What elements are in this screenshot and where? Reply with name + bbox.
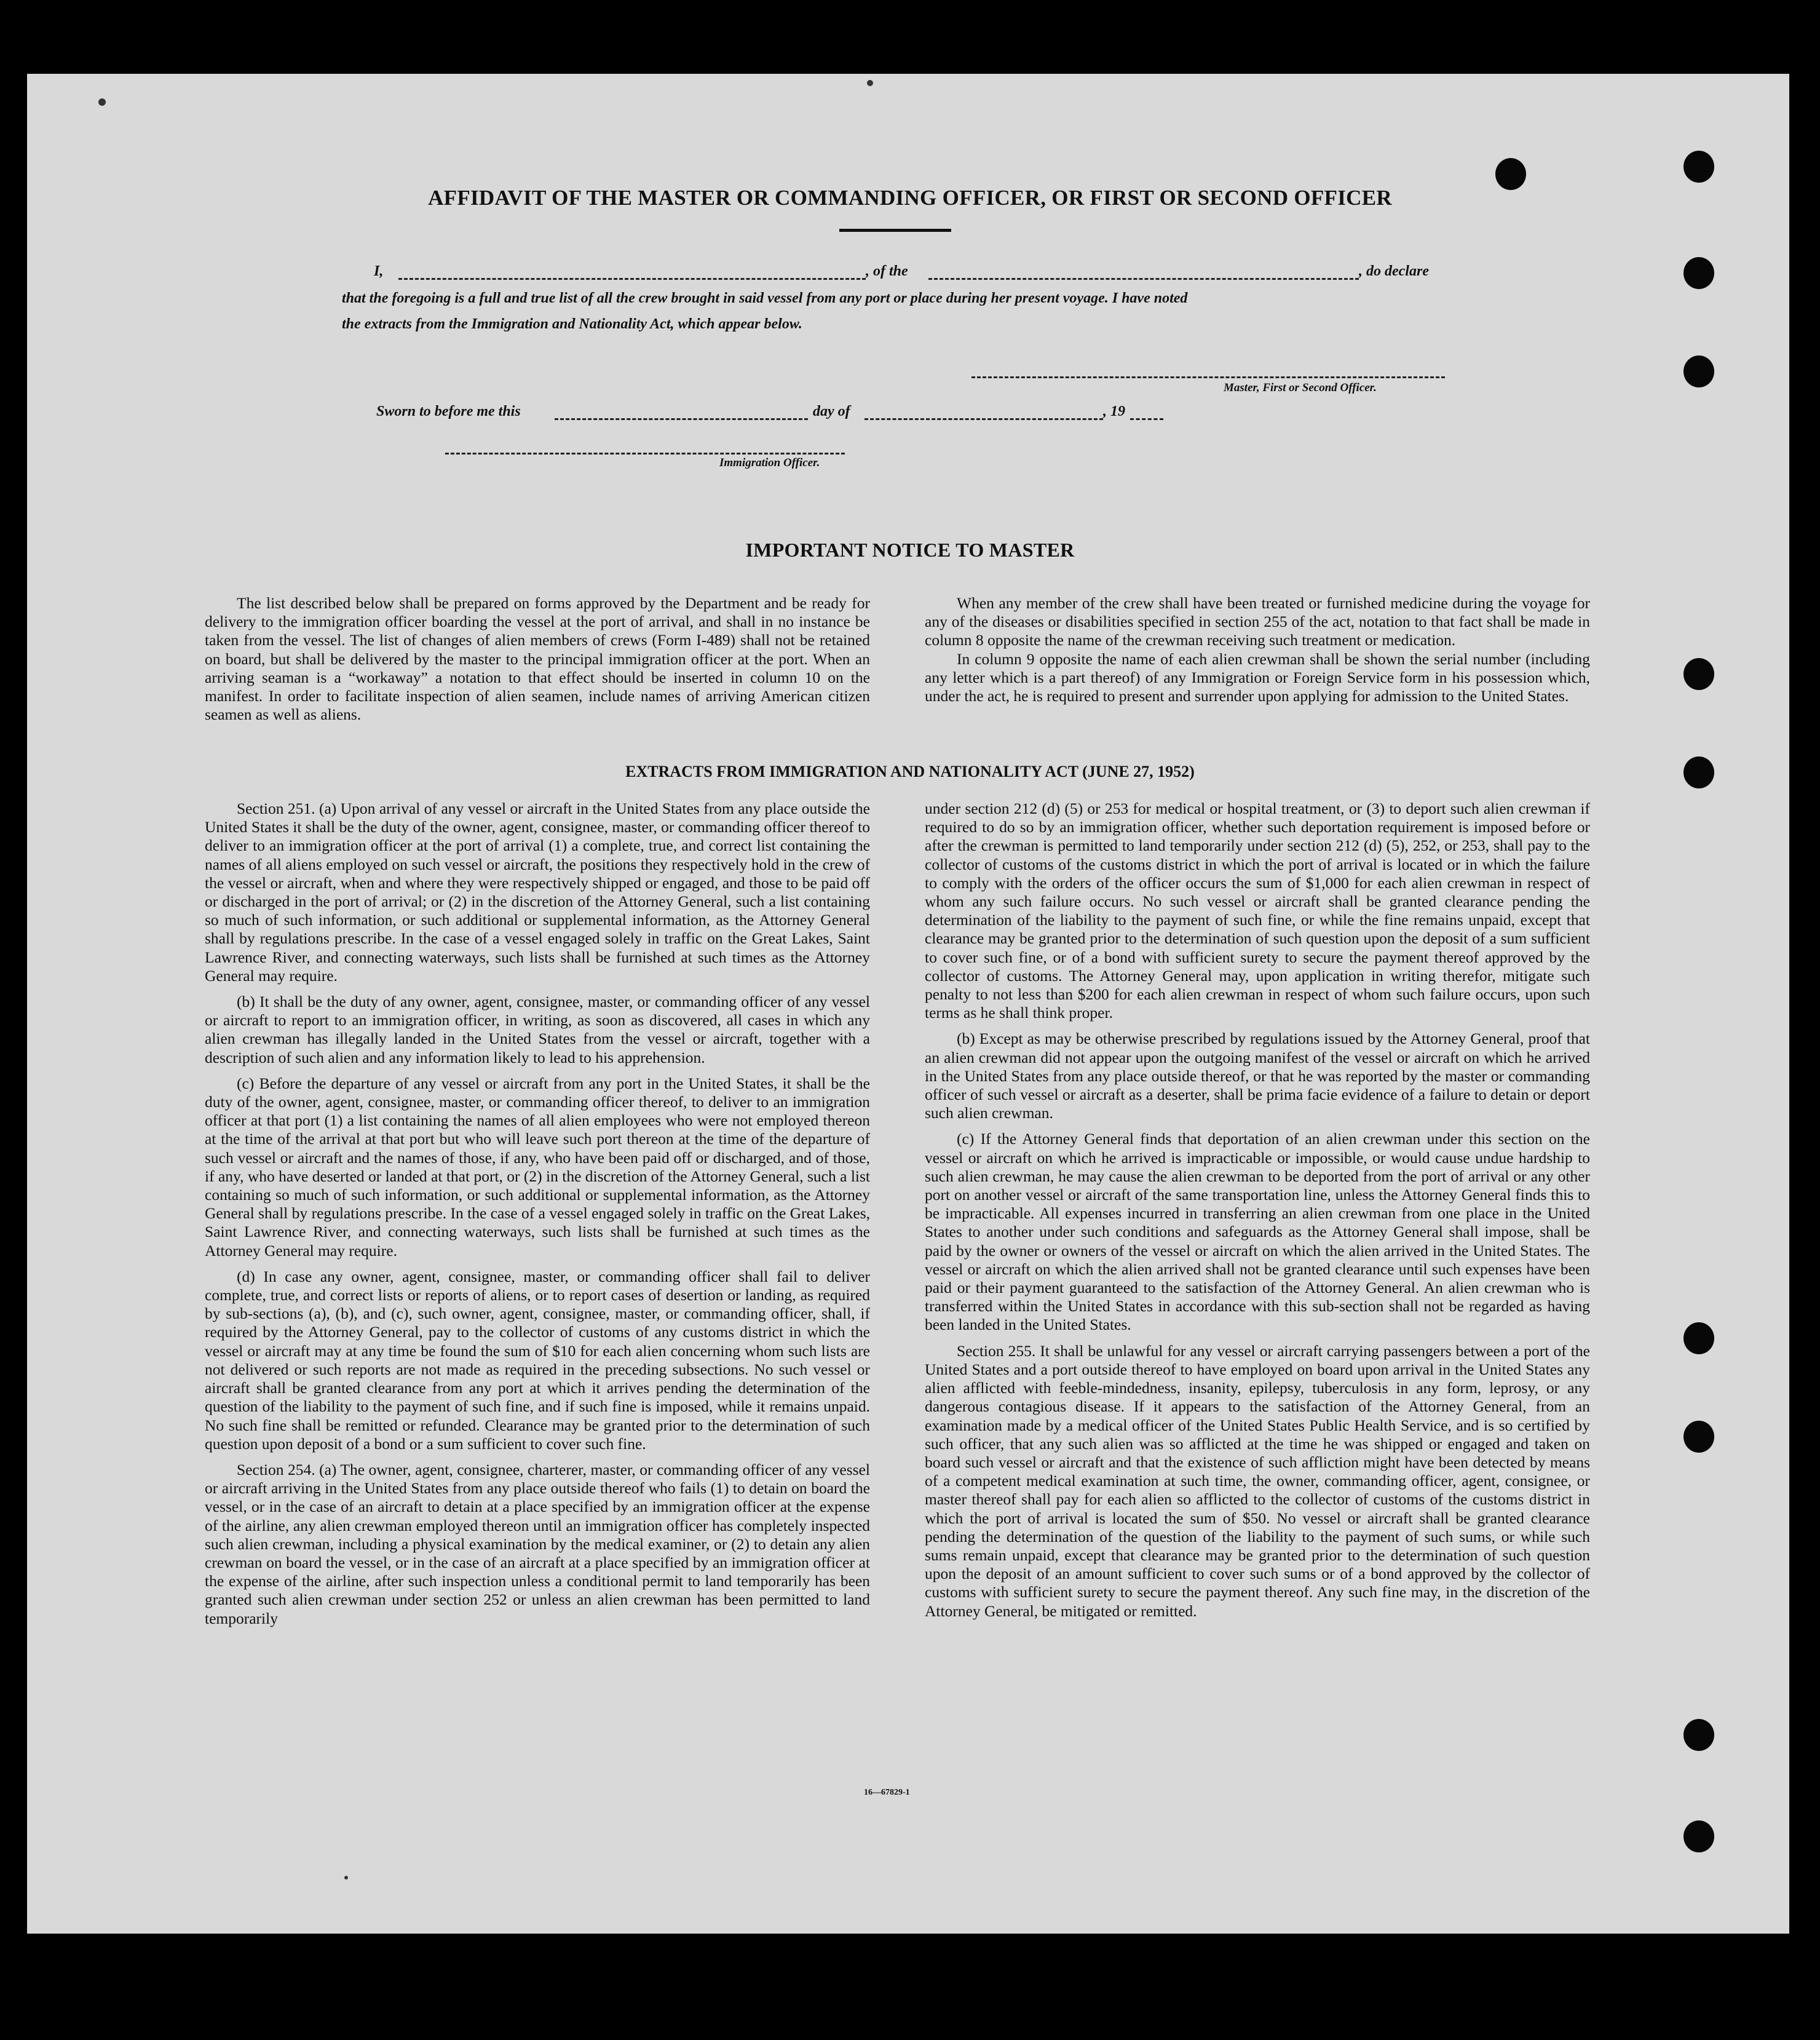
notice-right-column	[925, 594, 1590, 713]
name-line	[398, 278, 866, 280]
extract-paragraph: Section 251. (a) Upon arrival of any vessel or aircraft in the United States from any place outside the United States it shall be the duty of the owner, agent, consignee, master, or commanding officer thereof to deliver to an immigration officer at the port of arrival (1) a complete, true, and correct list containing the names of all aliens employed on such vessel or aircraft, the positions they respectively hold in the crew of the vessel or aircraft, when and where they were respectively shipped or engaged, and those to be paid off or discharged in the port of arrival; or (2) in the discretion of the Attorney General, such a list containing so much of such information, or such additional or supplemental information, as the Attorney General shall by regulations prescribe. In the case of a vessel engaged solely in traffic on the Great Lakes, Saint Lawrence River, and connecting waterways, such lists shall be furnished at such times as the Attorney General may require.	[205, 800, 870, 985]
notice-title: IMPORTANT NOTICE TO MASTER	[745, 539, 1075, 561]
extract-paragraph: Section 254. (a) The owner, agent, consignee, charterer, master, or commanding officer of any vessel or aircraft arriving in the United States from any place outside thereof who fails (1) to detain on board the vessel, or in the case of an aircraft to detain at a place specified by an immigration officer at the expense of the airline, any alien crewman employed thereon until an immigration officer has completely inspected such alien crewman, including a physical examination by the medical examiner, or (2) to detain any alien crewman on board the vessel, or in the case of an aircraft at a place specified by an immigration officer at the expense of the airline, after such inspection unless a conditional permit to land temporarily has been granted such alien crewman under section 252 or unless an alien crewman has been permitted to land temporarily	[205, 1460, 870, 1627]
declaration-line-3: the extracts from the Immigration and Nationality Act, which appear below.	[342, 316, 802, 332]
master-signature-line	[971, 376, 1445, 378]
extracts-right-column	[925, 800, 1590, 1628]
do-declare-label: , do declare	[1359, 263, 1429, 279]
speck	[98, 98, 106, 106]
notice-left-paragraph: The list described below shall be prepared on forms approved by the Department and be ready for delivery to the immigration officer boarding the vessel at the port of arrival, and shall in no instance be taken from the vessel. The list of changes of alien members of crews (Form I-489) shall not be retained on board, but shall be delivered by the master to the principal immigration officer at the port. When an arriving seaman is a “workaway” a notation to that effect should be inserted in column 10 on the manifest. In order to facilitate inspection of alien seamen, include names of arriving American citizen seamen as well as aliens.	[205, 594, 870, 724]
day-of-label: day of	[813, 403, 850, 419]
year-line	[1130, 418, 1163, 420]
notice-right-paragraph-1: When any member of the crew shall have been treated or furnished medicine during the voyage for any of the diseases or disabilities specified in section 255 of the act, notation to that fact shall be made in column 8 opposite the name of the crewman receiving such treatment or medication.	[925, 594, 1590, 649]
speck	[344, 1876, 348, 1879]
sworn-day-line	[555, 418, 808, 420]
punch-hole	[1684, 1421, 1714, 1453]
year-label: , 19	[1103, 403, 1125, 419]
of-the-label: , of the	[866, 263, 908, 279]
punch-hole	[1684, 658, 1714, 690]
extracts-left-column	[205, 800, 870, 1635]
vessel-line	[928, 278, 1359, 280]
extract-paragraph: (d) In case any owner, agent, consignee, master, or commanding officer shall fail to deliver complete, true, and correct lists or reports of aliens, or to report cases of desertion or landing, as required by sub-sections (a), (b), and (c), such owner, agent, consignee, master, or commanding officer, shall, if required by the Attorney General, pay to the collector of customs of any customs district in which the vessel or aircraft may at any time be found the sum of $10 for each alien concerning whom such lists are not delivered or such reports are not made as required in the preceding subsections. No such vessel or aircraft shall be granted clearance from any port at which it arrives pending the determination of the question of the liability to the payment of such fine, and if such fine is imposed, while it remains unpaid. No such fine shall be remitted or refunded. Clearance may be granted prior to the determination of such question upon deposit of a bond or a sum sufficient to cover such fine.	[205, 1267, 870, 1453]
punch-hole	[1684, 1719, 1714, 1751]
master-caption: Master, First or Second Officer.	[1224, 381, 1377, 394]
speck	[867, 80, 873, 86]
form-number: 16—67829-1	[864, 1788, 910, 1797]
extract-paragraph: (b) Except as may be otherwise prescribed by regulations issued by the Attorney General, proof that an alien crewman did not appear upon the outgoing manifest of the vessel or aircraft on which he arrived in the United States from any place outside thereof, or that he was reported by the master or commanding officer of such vessel or aircraft as a deserter, shall be prima facie evidence of a failure to detain or deport such alien crewman.	[925, 1030, 1590, 1122]
punch-hole	[1684, 355, 1714, 387]
extract-paragraph: Section 255. It shall be unlawful for any vessel or aircraft carrying passengers between a port of the United States and a port outside thereof to have employed on board upon arrival in the United States any alien afflicted with feeble-mindedness, insanity, epilepsy, tuberculosis in any form, leprosy, or any dangerous contagious disease. If it appears to the satisfaction of the Attorney General, from an examination made by a medical officer of the United States Public Health Service, and is so certified by such officer, that any such alien was so afflicted at the time he was shipped or engaged and taken on board such vessel or aircraft and that the existence of such affliction might have been detected by means of a competent medical examination at such time, the owner, commanding officer, agent, consignee, or master thereof shall pay for each alien so afflicted to the collector of customs of the customs district in which the port of arrival is located the sum of $50. No vessel or aircraft shall be granted clearance pending the determination of the question of the liability to the payment of such sums, or while such sums remain unpaid, except that clearance may be granted prior to the determination of such question upon the deposit of an amount sufficient to cover such sums or of a bond approved by the collector of customs with sufficient surety to secure the payment thereof. Any such fine may, in the discretion of the Attorney General, be mitigated or remitted.	[925, 1341, 1590, 1620]
affidavit-title: AFFIDAVIT OF THE MASTER OR COMMANDING OFFICER, OR FIRST OR SECOND OFFICER	[428, 186, 1392, 210]
officer-caption: Immigration Officer.	[719, 456, 820, 469]
punch-hole	[1684, 1820, 1714, 1852]
extract-paragraph: (c) Before the departure of any vessel or aircraft from any port in the United States, it shall be the duty of the owner, agent, consignee, master, or commanding officer thereof, to deliver to an immigration officer at that port (1) a list containing the names of all alien employees who were not employed thereon at the time of the arrival at that port but who will leave such port thereon at the time of the departure of such vessel or aircraft and the names of those, if any, who have been paid off or discharged, and of those, if any, who have deserted or landed at that port, or (2) in the discretion of the Attorney General, such a list containing so much of such information, or such additional or supplemental information, as the Attorney General shall by regulations prescribe. In the case of a vessel engaged solely in traffic on the Great Lakes, Saint Lawrence River, and connecting waterways, such lists shall be furnished at such times as the Attorney General may require.	[205, 1074, 870, 1260]
punch-hole	[1684, 1322, 1714, 1354]
extract-paragraph: under section 212 (d) (5) or 253 for medical or hospital treatment, or (3) to deport such alien crewman if required to do so by an immigration officer, whether such deportation requirement is imposed before or after the crewman is permitted to land temporarily under section 212 (d) (5), 252, or 253, shall pay to the collector of customs of the customs district in which the port of arrival is located or in which the failure to comply with the orders of the officer occurs the sum of $1,000 for each alien crewman in respect of whom any such failure occurs. No such vessel or aircraft shall be granted clearance pending the determination of the liability to the payment of such fine, or while the fine remains unpaid, except that clearance may be granted prior to the determination of such question upon the deposit of a sum sufficient to cover such fine, or of a bond with sufficient surety to secure the payment thereof approved by the collector of customs. The Attorney General may, upon application in writing therefor, mitigate such penalty to not less than $200 for each alien crewman in respect of whom such failure occurs, upon such terms as he shall think proper.	[925, 800, 1590, 1022]
extract-paragraph: (b) It shall be the duty of any owner, agent, consignee, master, or commanding officer of any vessel or aircraft to report to an immigration officer, in writing, as soon as discovered, all cases in which any alien crewman has illegally landed in the United States from the vessel or aircraft, together with a description of such alien and any information likely to lead to his apprehension.	[205, 993, 870, 1066]
sworn-label: Sworn to before me this	[376, 403, 521, 419]
extracts-title: EXTRACTS FROM IMMIGRATION AND NATIONALITY ACT (JUNE 27, 1952)	[625, 763, 1195, 780]
notice-left-column	[205, 594, 870, 731]
i-label: I,	[374, 263, 384, 279]
notice-right-paragraph-2: In column 9 opposite the name of each alien crewman shall be shown the serial number (including any letter which is a part thereof) of any Immigration or Foreign Service form in his possession which, under the act, he is required to present and surrender upon applying for admission to the United States.	[925, 649, 1590, 705]
extract-paragraph: (c) If the Attorney General finds that deportation of an alien crewman under this section on the vessel or aircraft on which he arrived is impracticable or impossible, or would cause undue hardship to such alien crewman, he may cause the alien crewman to be deported from the port of arrival or any other port on another vessel or aircraft of the same transportation line, unless the Attorney General finds this to be impracticable. All expenses incurred in transferring an alien crewman from one place in the United States to another under such conditions and safeguards as the Attorney General shall impose, shall be paid by the owner or owners of the vessel or aircraft on which the alien arrived in the United States. The vessel or aircraft on which the alien arrived shall not be granted clearance until such expenses have been paid or their payment guaranteed to the satisfaction of the Attorney General. An alien crewman who is transferred within the United States in accordance with this sub-section shall not be regarded as having been landed in the United States.	[925, 1130, 1590, 1334]
punch-hole	[1684, 257, 1714, 289]
month-line	[865, 418, 1103, 420]
officer-signature-line	[445, 453, 845, 454]
title-rule	[839, 229, 951, 232]
punch-hole	[1684, 151, 1714, 183]
declaration-line-2: that the foregoing is a full and true list of all the crew brought in said vessel from any port or place during her present voyage. I have noted	[342, 290, 1188, 306]
